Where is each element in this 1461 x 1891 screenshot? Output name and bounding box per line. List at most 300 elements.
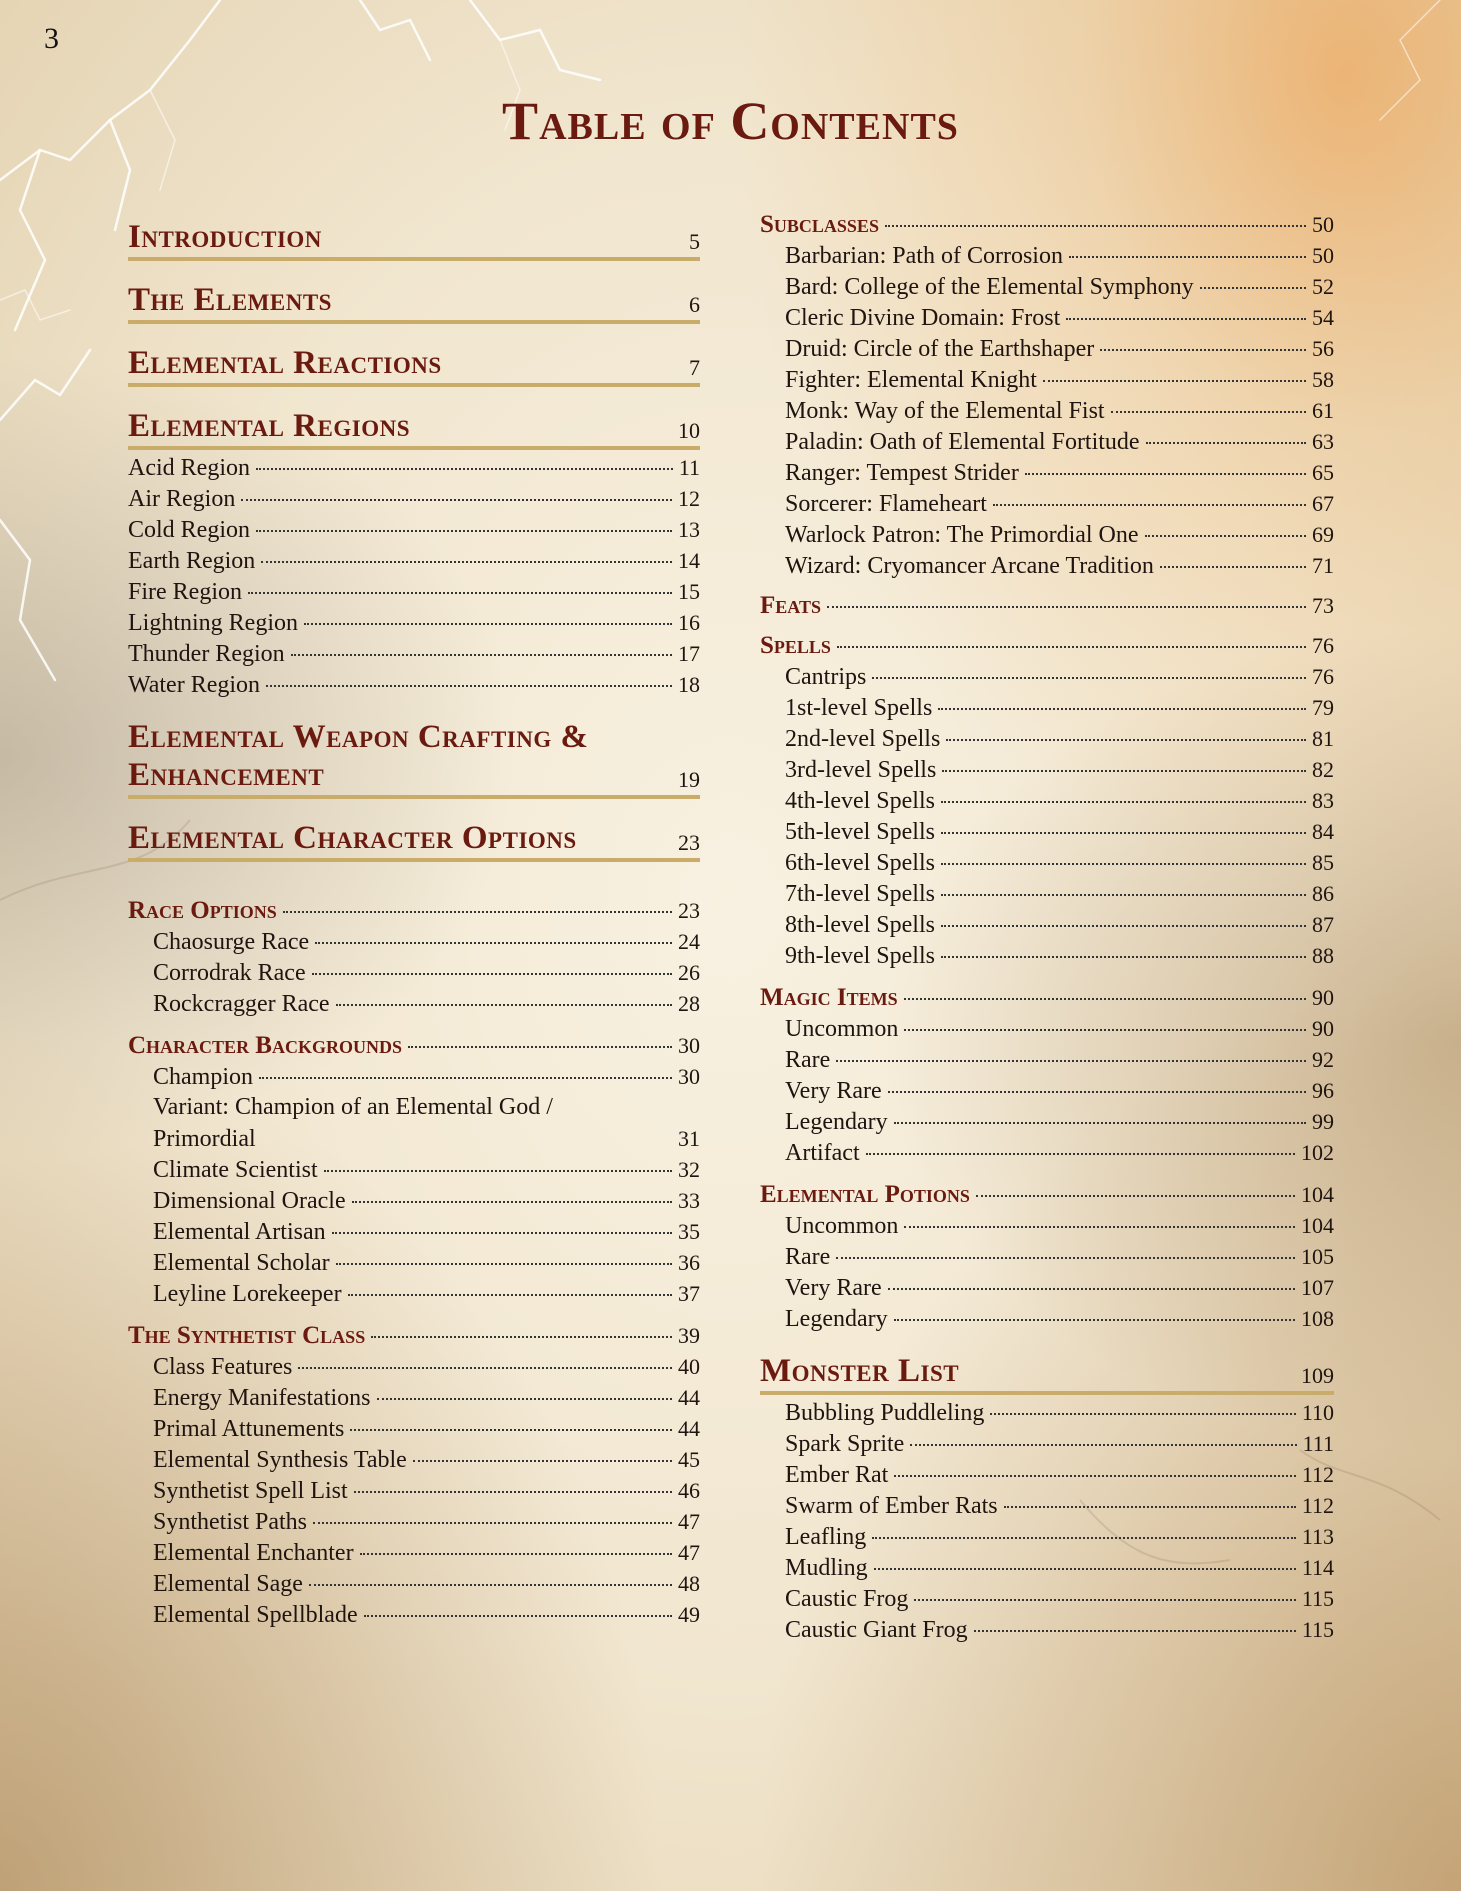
entry-page: 88: [1312, 943, 1334, 968]
dot-leader: [885, 225, 1306, 227]
entry-page: 13: [678, 517, 700, 542]
dot-leader: [904, 1029, 1306, 1031]
toc-entry[interactable]: [785, 395, 1334, 426]
heading-title: Elemental Character Options: [128, 820, 577, 856]
subheading-title: Magic Items: [760, 984, 898, 1011]
dot-leader: [910, 1444, 1296, 1446]
dot-leader: [256, 468, 673, 470]
entry-page: 99: [1312, 1109, 1334, 1134]
dot-leader: [1200, 287, 1306, 289]
heading-page: 109: [1301, 1363, 1334, 1388]
entry-page: 16: [678, 610, 700, 635]
entry-label: Wizard: Cryomancer Arcane Tradition: [785, 553, 1154, 579]
toc-entry[interactable]: [785, 1272, 1334, 1303]
entry-label: Caustic Giant Frog: [785, 1617, 968, 1643]
entry-label: Elemental Spellblade: [153, 1602, 358, 1628]
entry-page: 48: [678, 1571, 700, 1596]
toc-entry[interactable]: [785, 1210, 1334, 1241]
dot-leader: [938, 708, 1306, 710]
entry-page: 11: [678, 455, 700, 480]
entry-page: 18: [678, 672, 700, 697]
toc-entry[interactable]: [153, 1475, 700, 1506]
elemental-regions-list: [128, 452, 700, 700]
entry-label: Ember Rat: [785, 1462, 889, 1488]
toc-entry[interactable]: [785, 457, 1334, 488]
heading-title: The Elements: [128, 282, 332, 318]
toc-entry[interactable]: [785, 692, 1334, 723]
entry-label: 6th-level Spells: [785, 850, 935, 876]
subheading-title: The Synthetist Class: [128, 1322, 366, 1349]
dot-leader: [1069, 256, 1306, 258]
subheading-title: Elemental Potions: [760, 1181, 970, 1208]
toc-entry[interactable]: [785, 661, 1334, 692]
entry-page: 104: [1301, 1213, 1334, 1238]
dot-leader: [837, 646, 1306, 648]
entry-page: 26: [678, 960, 700, 985]
entry-label: 2nd-level Spells: [785, 726, 941, 752]
entry-label: Fire Region: [128, 579, 242, 605]
toc-heading-character-options[interactable]: [128, 811, 700, 862]
entry-page: 65: [1312, 460, 1334, 485]
entry-label: Legendary: [785, 1306, 888, 1332]
entry-label: Air Region: [128, 486, 236, 512]
dot-leader: [248, 592, 672, 594]
toc-entry[interactable]: [153, 1444, 700, 1475]
entry-page: 115: [1301, 1586, 1334, 1611]
entry-label: Elemental Scholar: [153, 1250, 330, 1276]
toc-entry[interactable]: [785, 426, 1334, 457]
subheading-page: 104: [1301, 1182, 1334, 1207]
toc-entry[interactable]: [785, 723, 1334, 754]
subheading-page: 76: [1312, 633, 1334, 658]
dot-leader: [1025, 473, 1306, 475]
page-number: 3: [44, 22, 59, 55]
toc-entry[interactable]: [153, 1185, 700, 1216]
entry-label: Elemental Sage: [153, 1571, 303, 1597]
entry-label: Primal Attunements: [153, 1416, 345, 1442]
entry-label: Fighter: Elemental Knight: [785, 367, 1037, 393]
entry-label: Legendary: [785, 1109, 888, 1135]
entry-label: Variant: Champion of an Elemental God /: [153, 1094, 553, 1120]
subclasses-list: [760, 240, 1334, 581]
subheading-page: 39: [678, 1323, 700, 1348]
toc-entry[interactable]: [785, 1428, 1334, 1459]
subheading-title: Spells: [760, 632, 831, 659]
heading-title: Elemental Reactions: [128, 345, 442, 381]
entry-label: 8th-level Spells: [785, 912, 935, 938]
dot-leader: [872, 1537, 1296, 1539]
toc-right-column: [760, 210, 1334, 1645]
dot-leader: [336, 1004, 672, 1006]
entry-page: 50: [1312, 243, 1334, 268]
entry-page: 28: [678, 991, 700, 1016]
entry-label: Dimensional Oracle: [153, 1188, 346, 1214]
heading-page: 23: [678, 830, 700, 855]
monster-list: [760, 1397, 1334, 1645]
dot-leader: [291, 654, 672, 656]
entry-page: 102: [1301, 1140, 1334, 1165]
toc-entry[interactable]: [153, 1599, 700, 1630]
entry-label: 5th-level Spells: [785, 819, 935, 845]
dot-leader: [350, 1429, 672, 1431]
dot-leader: [259, 1077, 672, 1079]
dot-leader: [904, 998, 1306, 1000]
entry-page: 36: [678, 1250, 700, 1275]
entry-label: Rare: [785, 1047, 831, 1073]
dot-leader: [866, 1153, 1295, 1155]
toc-entry[interactable]: [785, 1106, 1334, 1137]
toc-entry[interactable]: [785, 1075, 1334, 1106]
subheading-page: 30: [678, 1033, 700, 1058]
entry-page: 69: [1312, 522, 1334, 547]
entry-label: Elemental Synthesis Table: [153, 1447, 407, 1473]
entry-page: 15: [678, 579, 700, 604]
entry-page: 96: [1312, 1078, 1334, 1103]
toc-entry[interactable]: [153, 1413, 700, 1444]
subheading-page: 23: [678, 898, 700, 923]
entry-label: Class Features: [153, 1354, 293, 1380]
dot-leader: [942, 770, 1306, 772]
dot-leader: [324, 1170, 672, 1172]
entry-page: 12: [678, 486, 700, 511]
entry-page: 44: [678, 1416, 700, 1441]
dot-leader: [1111, 411, 1306, 413]
entry-page: 112: [1301, 1493, 1334, 1518]
entry-page: 17: [678, 641, 700, 666]
toc-entry[interactable]: [785, 240, 1334, 271]
entry-label: Very Rare: [785, 1078, 882, 1104]
dot-leader: [827, 606, 1306, 608]
entry-page: 79: [1312, 695, 1334, 720]
toc-entry[interactable]: [785, 1397, 1334, 1428]
entry-label: Synthetist Paths: [153, 1509, 308, 1535]
entry-label: Warlock Patron: The Primordial One: [785, 522, 1139, 548]
toc-entry[interactable]: [785, 1583, 1334, 1614]
dot-leader: [309, 1584, 672, 1586]
entry-page: 90: [1312, 1016, 1334, 1041]
toc-entry[interactable]: [153, 1247, 700, 1278]
entry-label: Leafling: [785, 1524, 867, 1550]
dot-leader: [261, 561, 672, 563]
entry-page: 105: [1301, 1244, 1334, 1269]
entry-label: Swarm of Ember Rats: [785, 1493, 998, 1519]
toc-subheading-synthetist-class[interactable]: [128, 1321, 700, 1351]
subheading-title: Subclasses: [760, 211, 879, 238]
entry-label: Very Rare: [785, 1275, 882, 1301]
entry-page: 114: [1301, 1555, 1334, 1580]
toc-entry[interactable]: [128, 669, 700, 700]
entry-label: Elemental Enchanter: [153, 1540, 354, 1566]
entry-label: Rare: [785, 1244, 831, 1270]
entry-page: 84: [1312, 819, 1334, 844]
toc-entry[interactable]: [785, 1459, 1334, 1490]
entry-page: 83: [1312, 788, 1334, 813]
dot-leader: [1004, 1506, 1296, 1508]
entry-label: Monk: Way of the Elemental Fist: [785, 398, 1105, 424]
entry-label: Synthetist Spell List: [153, 1478, 348, 1504]
dot-leader: [894, 1319, 1295, 1321]
subheading-title: Feats: [760, 592, 821, 619]
toc-entry[interactable]: [785, 1614, 1334, 1645]
entry-page: 37: [678, 1281, 700, 1306]
entry-page: 52: [1312, 274, 1334, 299]
entry-page: 92: [1312, 1047, 1334, 1072]
toc-entry[interactable]: [153, 926, 700, 957]
entry-label: Bubbling Puddleling: [785, 1400, 985, 1426]
entry-page: 111: [1302, 1431, 1334, 1456]
heading-page: 5: [689, 229, 700, 254]
entry-page: 61: [1312, 398, 1334, 423]
character-backgrounds-list: [128, 1061, 700, 1309]
entry-label: Elemental Artisan: [153, 1219, 326, 1245]
subheading-page: 73: [1312, 593, 1334, 618]
entry-page: 81: [1312, 726, 1334, 751]
dot-leader: [377, 1398, 672, 1400]
dot-leader: [408, 1046, 672, 1048]
toc-entry[interactable]: [153, 988, 700, 1019]
dot-leader: [894, 1122, 1306, 1124]
subheading-page: 50: [1312, 212, 1334, 237]
toc-heading-elemental-reactions[interactable]: [128, 336, 700, 387]
dot-leader: [904, 1226, 1295, 1228]
entry-label: Acid Region: [128, 455, 250, 481]
entry-label: Champion: [153, 1064, 253, 1090]
toc-entry[interactable]: [785, 333, 1334, 364]
toc-entry[interactable]: [153, 1216, 700, 1247]
dot-leader: [914, 1599, 1295, 1601]
toc-entry[interactable]: [785, 364, 1334, 395]
dot-leader: [836, 1257, 1295, 1259]
dot-leader: [974, 1630, 1296, 1632]
heading-page: 19: [678, 767, 700, 792]
dot-leader: [352, 1201, 672, 1203]
entry-label: Rockcragger Race: [153, 991, 330, 1017]
entry-page: 71: [1312, 553, 1334, 578]
entry-label: Cantrips: [785, 664, 867, 690]
dot-leader: [348, 1294, 672, 1296]
toc-entry[interactable]: [785, 1552, 1334, 1583]
dot-leader: [266, 685, 672, 687]
entry-page: 110: [1301, 1400, 1334, 1425]
toc-heading-the-elements[interactable]: [128, 273, 700, 324]
dot-leader: [1146, 442, 1306, 444]
entry-label: Thunder Region: [128, 641, 285, 667]
entry-label: Caustic Frog: [785, 1586, 909, 1612]
toc-subheading-feats[interactable]: [760, 591, 1334, 621]
dot-leader: [283, 911, 672, 913]
entry-label: Spark Sprite: [785, 1431, 905, 1457]
entry-label: Paladin: Oath of Elemental Fortitude: [785, 429, 1140, 455]
toc-entry-variant[interactable]: [153, 1123, 700, 1154]
entry-label: Cleric Divine Domain: Frost: [785, 305, 1061, 331]
dot-leader: [941, 925, 1306, 927]
toc-entry[interactable]: [785, 816, 1334, 847]
entry-page: 24: [678, 929, 700, 954]
heading-title: Elemental Regions: [128, 408, 410, 444]
heading-title: [128, 718, 588, 794]
entry-page: 108: [1301, 1306, 1334, 1331]
subheading-title: Character Backgrounds: [128, 1032, 402, 1059]
entry-page: 113: [1301, 1524, 1334, 1549]
entry-page: 45: [678, 1447, 700, 1472]
heading-page: 7: [689, 355, 700, 380]
entry-page: 115: [1301, 1617, 1334, 1642]
toc-heading-introduction[interactable]: [128, 210, 700, 261]
magic-items-list: [760, 1013, 1334, 1168]
toc-entry[interactable]: [785, 519, 1334, 550]
entry-label: 7th-level Spells: [785, 881, 935, 907]
entry-label: Uncommon: [785, 1213, 899, 1239]
entry-label: Ranger: Tempest Strider: [785, 460, 1019, 486]
toc-entry[interactable]: [153, 1382, 700, 1413]
toc-subheading-subclasses[interactable]: [760, 210, 1334, 240]
toc-entry[interactable]: [785, 302, 1334, 333]
heading-title-line: Elemental Weapon Crafting &: [128, 719, 589, 755]
spells-list: [760, 661, 1334, 971]
entry-label: 9th-level Spells: [785, 943, 935, 969]
toc-entry[interactable]: [785, 488, 1334, 519]
entry-page: 31: [678, 1126, 700, 1151]
toc-left-column: [128, 210, 700, 1630]
entry-page: 63: [1312, 429, 1334, 454]
toc-entry[interactable]: [128, 638, 700, 669]
heading-page: 6: [689, 292, 700, 317]
dot-leader: [941, 801, 1306, 803]
entry-page: 107: [1301, 1275, 1334, 1300]
entry-label: Sorcerer: Flameheart: [785, 491, 987, 517]
entry-page: 33: [678, 1188, 700, 1213]
entry-page: 87: [1312, 912, 1334, 937]
heading-title: Introduction: [128, 219, 322, 255]
toc-entry[interactable]: [153, 1154, 700, 1185]
entry-page: 47: [678, 1540, 700, 1565]
dot-leader: [371, 1336, 672, 1338]
toc-entry[interactable]: [128, 607, 700, 638]
entry-label: Leyline Lorekeeper: [153, 1281, 342, 1307]
toc-subheading-race-options[interactable]: [128, 896, 700, 926]
toc-entry[interactable]: [128, 452, 700, 483]
entry-label: Energy Manifestations: [153, 1385, 371, 1411]
toc-heading-monster-list[interactable]: [760, 1344, 1334, 1395]
entry-label: Druid: Circle of the Earthshaper: [785, 336, 1095, 362]
dot-leader: [1145, 535, 1306, 537]
dot-leader: [1066, 318, 1306, 320]
toc-entry[interactable]: [785, 1490, 1334, 1521]
dot-leader: [354, 1491, 672, 1493]
toc-entry[interactable]: [153, 1568, 700, 1599]
toc-entry[interactable]: [785, 271, 1334, 302]
toc-entry[interactable]: [785, 1044, 1334, 1075]
entry-label: Uncommon: [785, 1016, 899, 1042]
entry-page: 54: [1312, 305, 1334, 330]
toc-entry[interactable]: [785, 847, 1334, 878]
toc-entry[interactable]: [153, 1506, 700, 1537]
entry-page: 40: [678, 1354, 700, 1379]
dot-leader: [1100, 349, 1306, 351]
subheading-page: 90: [1312, 985, 1334, 1010]
entry-page: 44: [678, 1385, 700, 1410]
dot-leader: [360, 1553, 672, 1555]
toc-entry[interactable]: [153, 1278, 700, 1309]
subheading-title: Race Options: [128, 897, 277, 924]
toc-subheading-spells[interactable]: [760, 631, 1334, 661]
toc-entry[interactable]: [153, 1061, 700, 1092]
toc-entry[interactable]: [128, 514, 700, 545]
dot-leader: [836, 1060, 1306, 1062]
dot-leader: [888, 1288, 1295, 1290]
toc-subheading-character-backgrounds[interactable]: [128, 1031, 700, 1061]
toc-subheading-magic-items[interactable]: [760, 983, 1334, 1013]
toc-entry[interactable]: [785, 1521, 1334, 1552]
entry-label: Earth Region: [128, 548, 256, 574]
synthetist-class-list: [128, 1351, 700, 1630]
toc-entry[interactable]: [153, 957, 700, 988]
entry-page: 82: [1312, 757, 1334, 782]
toc-entry-variant-line[interactable]: [153, 1092, 700, 1123]
toc-entry[interactable]: [785, 754, 1334, 785]
entry-label: Corrodrak Race: [153, 960, 306, 986]
toc-entry[interactable]: [128, 545, 700, 576]
entry-label: 3rd-level Spells: [785, 757, 937, 783]
toc-entry[interactable]: [153, 1351, 700, 1382]
toc-heading-weapon-crafting[interactable]: [128, 718, 700, 799]
dot-leader: [993, 504, 1306, 506]
dot-leader: [888, 1091, 1306, 1093]
entry-page: 76: [1312, 664, 1334, 689]
entry-label: 4th-level Spells: [785, 788, 935, 814]
toc-entry[interactable]: [785, 1303, 1334, 1334]
dot-leader: [976, 1195, 1295, 1197]
toc-entry[interactable]: [785, 909, 1334, 940]
entry-page: 67: [1312, 491, 1334, 516]
dot-leader: [256, 530, 672, 532]
toc-entry[interactable]: [785, 878, 1334, 909]
entry-label: Mudling: [785, 1555, 868, 1581]
toc-entry[interactable]: [128, 576, 700, 607]
entry-page: 47: [678, 1509, 700, 1534]
entry-page: 46: [678, 1478, 700, 1503]
entry-page: 56: [1312, 336, 1334, 361]
elemental-potions-list: [760, 1210, 1334, 1334]
entry-label: Bard: College of the Elemental Symphony: [785, 274, 1194, 300]
dot-leader: [336, 1263, 672, 1265]
toc-entry[interactable]: [785, 785, 1334, 816]
toc-entry[interactable]: [785, 940, 1334, 971]
dot-leader: [941, 956, 1306, 958]
dot-leader: [313, 1522, 672, 1524]
toc-subheading-elemental-potions[interactable]: [760, 1180, 1334, 1210]
toc-entry[interactable]: [153, 1537, 700, 1568]
dot-leader: [941, 863, 1306, 865]
dot-leader: [298, 1367, 672, 1369]
dot-leader: [332, 1232, 672, 1234]
entry-label: Artifact: [785, 1140, 860, 1166]
toc-heading-elemental-regions[interactable]: [128, 399, 700, 450]
toc-entry[interactable]: [785, 1241, 1334, 1272]
dot-leader: [304, 623, 672, 625]
race-options-list: [128, 926, 700, 1019]
toc-entry[interactable]: [785, 1137, 1334, 1168]
entry-label: Lightning Region: [128, 610, 298, 636]
dot-leader: [941, 832, 1306, 834]
toc-entry[interactable]: [785, 550, 1334, 581]
dot-leader: [1160, 566, 1306, 568]
entry-label: Water Region: [128, 672, 261, 698]
toc-entry[interactable]: [785, 1013, 1334, 1044]
dot-leader: [315, 942, 672, 944]
toc-entry[interactable]: [128, 483, 700, 514]
heading-title: Monster List: [760, 1353, 960, 1389]
